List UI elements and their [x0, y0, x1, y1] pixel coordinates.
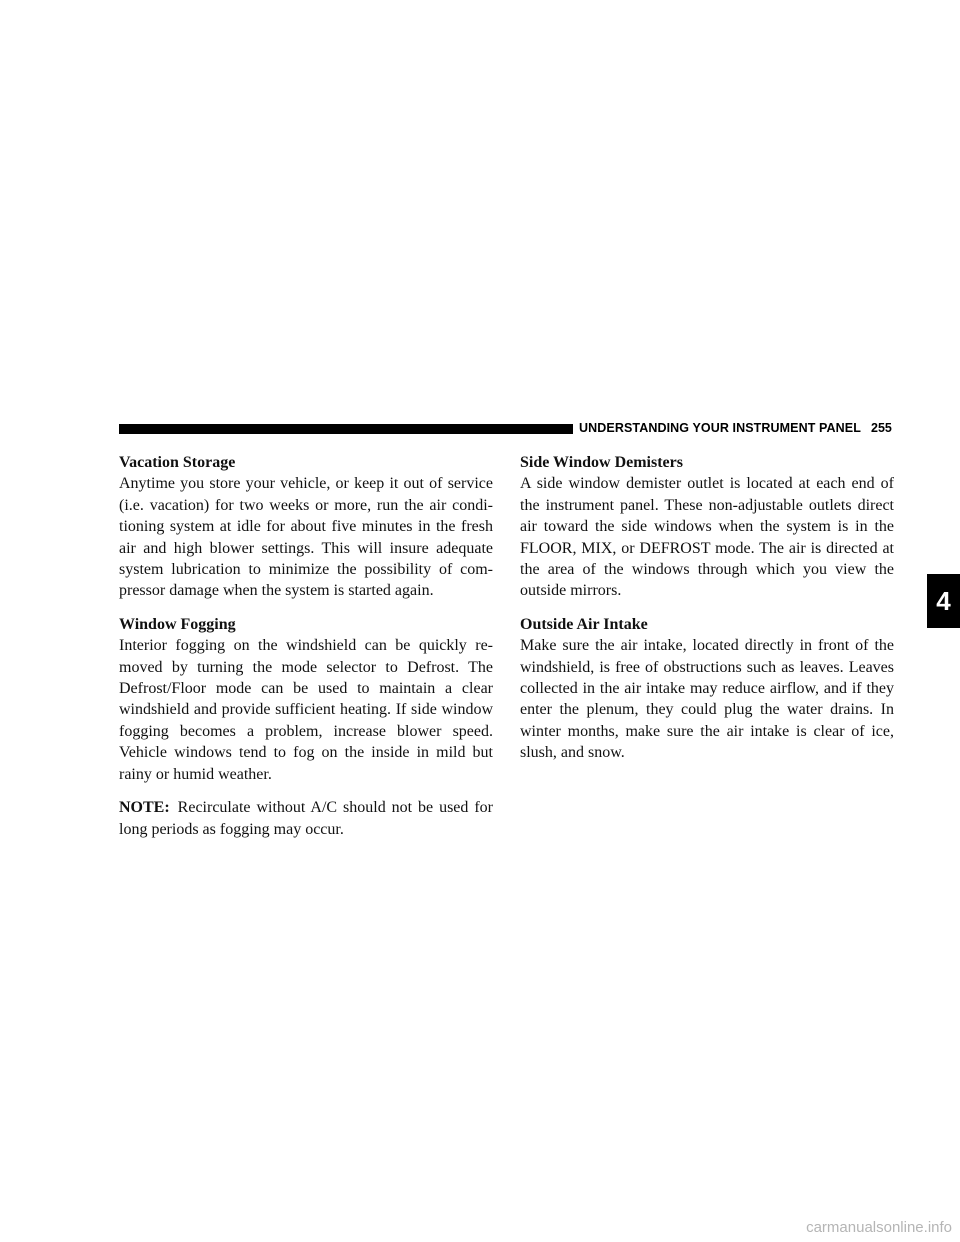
- note-label: NOTE:: [119, 799, 170, 817]
- header-rule: [119, 424, 573, 434]
- section-heading: Vacation Storage: [119, 454, 236, 471]
- section-body: Anytime you store your vehicle, or keep it out of service (i.e. vacation) for two weeks or more, run the air conditioning system at idle for about five minutes in the fresh air and high blower settings. This will insure adequate system lubrication to minimize the possibility of compressor damage when the system is started again.: [119, 475, 493, 600]
- watermark-text: carmanualsonline.info: [806, 1219, 952, 1236]
- section-body: A side window demister outlet is located at each end of the instrument panel. These non-adjustable outlets direct air toward the side windows when the system is in the FLOOR, MIX, or DEFROST mode. The air is directed at the area of the windows through which you view the outside mirrors.: [520, 475, 894, 600]
- section-body: Make sure the air intake, located directly in front of the windshield, is free of obstructions such as leaves. Leaves collected in the air intake may reduce airflow, and if they enter the plenum, they could plug the water drains. In winter months, make sure the air intake is clear of ice, slush, and snow.: [520, 637, 894, 762]
- note-paragraph: [119, 797, 493, 840]
- section-vacation-storage: [119, 452, 493, 602]
- section-side-window-demisters: [520, 452, 894, 602]
- section-heading: Outside Air Intake: [520, 615, 648, 633]
- chapter-tab: 4: [927, 574, 960, 628]
- section-window-fogging: [119, 614, 493, 785]
- right-column: [520, 452, 894, 776]
- note-text: Recirculate without A/C should not be used for long periods as fogging may occur.: [119, 799, 493, 838]
- running-header-title: UNDERSTANDING YOUR INSTRUMENT PANEL: [579, 421, 861, 435]
- section-heading: Side Window Demisters: [520, 454, 683, 471]
- section-heading: Window Fogging: [119, 615, 236, 633]
- section-outside-air-intake: [520, 614, 894, 764]
- page-number: 255: [871, 421, 892, 435]
- section-body: Interior fogging on the windshield can be quickly removed by turning the mode selector to Defrost. The Defrost/Floor mode can be used to maintain a clear windshield and provide sufficient heating. If side window fogging becomes a problem, increase blower speed. Vehicle windows tend to fog on the inside in mild but rainy or humid weather.: [119, 637, 493, 783]
- left-column: [119, 452, 493, 840]
